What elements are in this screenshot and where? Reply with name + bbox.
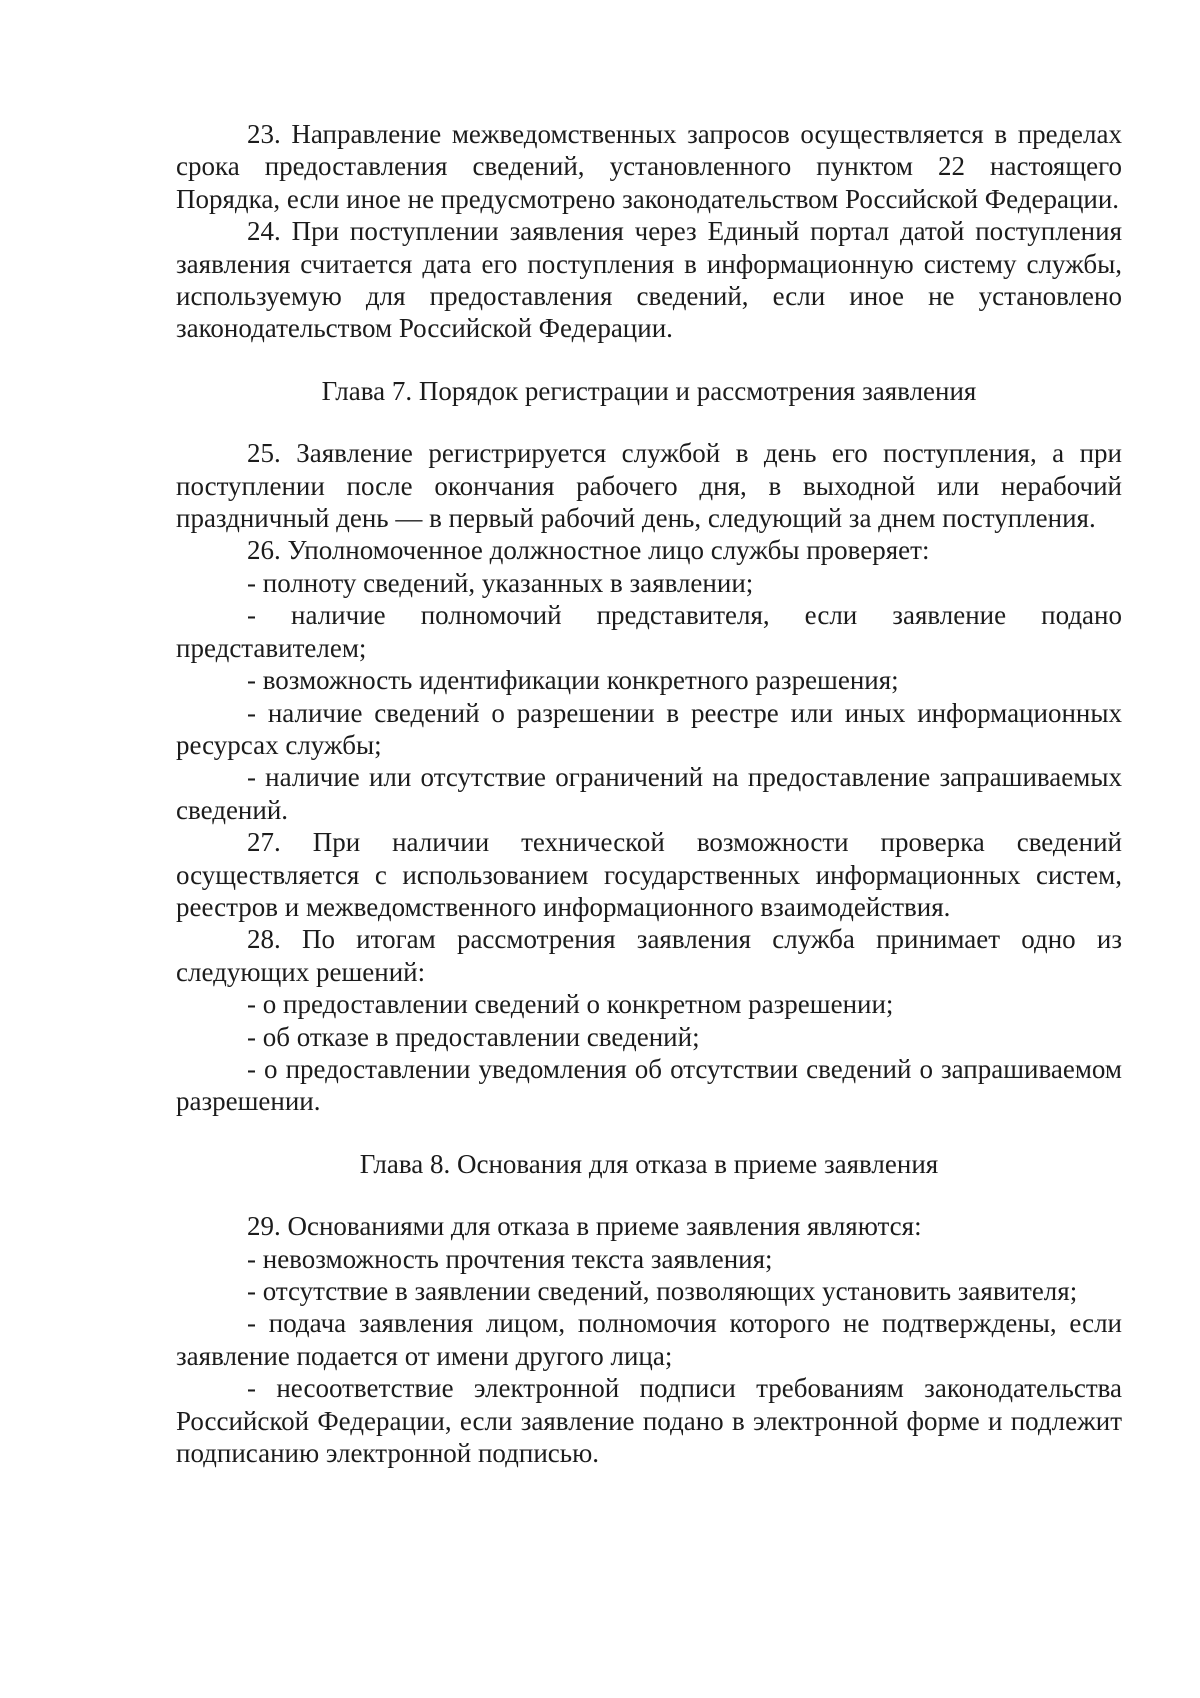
list-item-28-1: - о предоставлении сведений о конкретном разрешении; <box>247 989 894 1020</box>
paragraph-23: 23. Направление межведомственных запросов осуществляется в пределах срока предоставления сведений, установленного пунктом 22 настоящего Порядка, если иное не предусмотрено законодательством Российской Федерации. <box>176 119 1122 214</box>
chapter-8-heading-wrap <box>176 1148 1122 1180</box>
chapter-7-title: Глава 7. Порядок регистрации и рассмотрения заявления <box>321 375 977 406</box>
list-item-28-2: - об отказе в предоставлении сведений; <box>247 1021 700 1052</box>
paragraph-25: 25. Заявление регистрируется службой в день его поступления, а при поступлении после окончания рабочего дня, в выходной или нерабочий праздничный день — в первый рабочий день, следующий за днем поступления. <box>176 438 1122 534</box>
list-item-29-2: - отсутствие в заявлении сведений, позволяющих установить заявителя; <box>247 1276 1078 1306</box>
paragraph-27: 27. При наличии технической возможности проверка сведений осуществляется с использованием государственных информационных систем, реестров и межведомственного информационного взаимодействия. <box>176 827 1122 922</box>
list-item-29-4: - несоответствие электронной подписи требованиям законодательства Российской Федерации, если заявление подано в электронной форме и подлежит подписанию электронной подписью. <box>176 1373 1122 1469</box>
chapter-8-title: Глава 8. Основания для отказа в приеме заявления <box>359 1148 939 1179</box>
list-item-29-1: - невозможность прочтения текста заявления; <box>247 1243 773 1274</box>
paragraph-28: 28. По итогам рассмотрения заявления служба принимает одно из следующих решений: <box>176 924 1122 987</box>
list-item-26-5: - наличие или отсутствие ограничений на предоставление запрашиваемых сведений. <box>176 762 1122 825</box>
paragraph-26: 26. Уполномоченное должностное лицо службы проверяет: <box>247 535 930 566</box>
list-item-26-2: - наличие полномочий представителя, если заявление подано представителем; <box>176 600 1122 663</box>
list-item-26-1: - полноту сведений, указанных в заявлении; <box>247 567 754 598</box>
paragraph-29: 29. Основаниями для отказа в приеме заявления являются: <box>247 1211 922 1242</box>
document-page <box>176 118 1122 1469</box>
list-item-29-3: - подача заявления лицом, полномочия которого не подтверждены, если заявление подается от имени другого лица; <box>176 1308 1122 1371</box>
list-item-26-3: - возможность идентификации конкретного разрешения; <box>247 665 899 696</box>
list-item-26-4: - наличие сведений о разрешении в реестре или иных информационных ресурсах службы; <box>176 697 1122 760</box>
paragraph-24: 24. При поступлении заявления через Единый портал датой поступления заявления считается дата его поступления в информационную систему службы, используемую для предоставления сведений, если иное не установлено законодательством Российской Федерации. <box>176 216 1122 344</box>
chapter-7-heading-wrap <box>176 375 1122 407</box>
list-item-28-3: - о предоставлении уведомления об отсутствии сведений о запрашиваемом разрешении. <box>176 1053 1122 1117</box>
